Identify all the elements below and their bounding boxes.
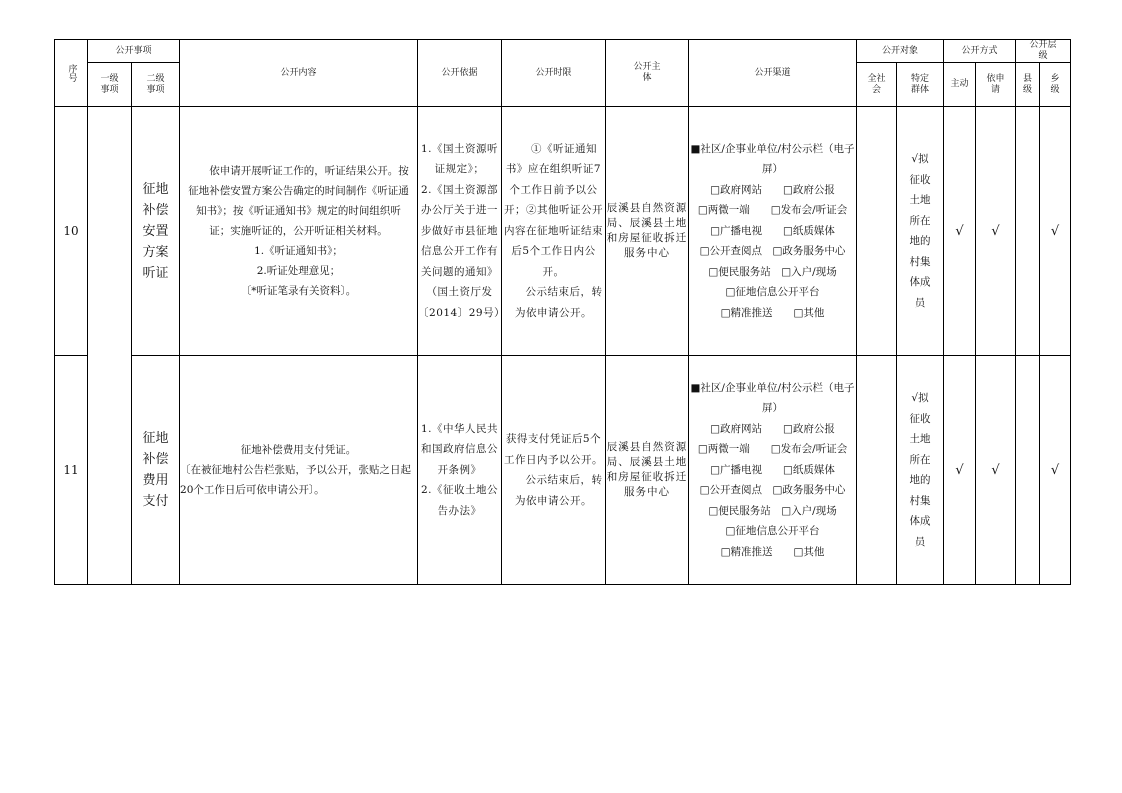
channel-item: □政府网站 □政府公报 xyxy=(710,422,835,435)
channel-item: □政府网站 □政府公报 xyxy=(710,183,835,196)
check-apply: √ xyxy=(976,356,1016,585)
content-cell xyxy=(180,107,418,356)
channel-item: □便民服务站 □入户/现场 xyxy=(708,265,837,278)
level1-cell xyxy=(88,107,132,585)
header-mode: 公开方式 xyxy=(944,40,1016,63)
channel-cell xyxy=(689,356,857,585)
channel-item: □便民服务站 □入户/现场 xyxy=(708,504,837,517)
channel-item: □征地信息公开平台 xyxy=(725,525,820,538)
content-line: 1.《听证通知书》； xyxy=(254,245,343,257)
header-target-all: 全社会 xyxy=(857,63,897,107)
basis-line: 1.《中华人民共和国政府信息公开条例》 xyxy=(421,422,499,476)
table-row xyxy=(55,356,1071,585)
level2-item: 征地补偿费用支付 xyxy=(132,356,180,585)
channel-item: □公开查阅点 □政务服务中心 xyxy=(699,484,846,497)
table-row xyxy=(55,107,1071,356)
basis-cell xyxy=(418,356,502,585)
channel-item: □公开查阅点 □政务服务中心 xyxy=(699,245,846,258)
check-town: √ xyxy=(1040,356,1071,585)
header-mode-active: 主动 xyxy=(944,63,976,107)
header-time-limit: 公开时限 xyxy=(502,40,606,107)
basis-line: 2.《国土资源部办公厅关于进一步做好市县征地信息公开工作有关问题的通知》（国土资厅发〔2014〕29号） xyxy=(418,183,506,319)
channel-item: □广播电视 □纸质媒体 xyxy=(710,463,835,476)
channel-item: □精准推送 □其他 xyxy=(720,545,825,558)
disclosure-table xyxy=(54,39,1071,585)
target-specific-cell: √拟征收土地所在地的村集体成员 xyxy=(897,356,944,585)
channel-item: □两微一端 □发布会/听证会 xyxy=(697,204,848,217)
channel-item: □征地信息公开平台 xyxy=(725,286,820,299)
row-number: 10 xyxy=(55,107,88,356)
channel-item: □广播电视 □纸质媒体 xyxy=(710,224,835,237)
target-specific-cell: √拟征收土地所在地的村集体成员 xyxy=(897,107,944,356)
header-content: 公开内容 xyxy=(180,40,418,107)
check-county xyxy=(1016,356,1040,585)
check-county xyxy=(1016,107,1040,356)
content-line: 〔*听证笔录有关资料〕。 xyxy=(240,285,357,297)
content-line: 〔在被征地村公告栏张贴，予以公开，张贴之日起20个工作日后可依申请公开〕。 xyxy=(180,464,412,496)
header-level1: 一级事项 xyxy=(88,63,132,107)
header-tier-county: 县级 xyxy=(1016,63,1040,107)
header-basis: 公开依据 xyxy=(418,40,502,107)
header-target: 公开对象 xyxy=(857,40,944,63)
time-line: 公示结束后，转为依申请公开。 xyxy=(515,474,603,507)
level2-item: 征地补偿安置方案听证 xyxy=(132,107,180,356)
header-seq: 序号 xyxy=(55,40,88,107)
subject-cell: 辰溪县自然资源局、辰溪县土地和房屋征收拆迁服务中心 xyxy=(606,107,689,356)
header-tier: 公开层级 xyxy=(1016,40,1071,63)
time-limit-cell xyxy=(502,107,606,356)
channel-item: ■社区/企事业单位/村公示栏（电子屏） xyxy=(690,381,855,415)
channel-item: □精准推送 □其他 xyxy=(720,306,825,319)
row-number: 11 xyxy=(55,356,88,585)
header-subject: 公开主体 xyxy=(606,40,689,107)
header-matter: 公开事项 xyxy=(88,40,180,63)
header-tier-town: 乡级 xyxy=(1040,63,1071,107)
content-line: 2.听证处理意见； xyxy=(256,265,341,277)
header-channel: 公开渠道 xyxy=(689,40,857,107)
content-cell xyxy=(180,356,418,585)
time-line: 获得支付凭证后5个工作日内予以公开。 xyxy=(504,433,604,466)
channel-item: □两微一端 □发布会/听证会 xyxy=(697,443,848,456)
subject-cell: 辰溪县自然资源局、辰溪县土地和房屋征收拆迁服务中心 xyxy=(606,356,689,585)
target-all-cell xyxy=(857,356,897,585)
check-town: √ xyxy=(1040,107,1071,356)
header-mode-apply: 依申请 xyxy=(976,63,1016,107)
content-line: 依申请开展听证工作的，听证结果公开。按征地补偿安置方案公告确定的时间制作《听证通知书》；按《听证通知书》规定的时间组织听证；实施听证的，公开听证相关材料。 xyxy=(188,165,409,237)
check-apply: √ xyxy=(976,107,1016,356)
header-level2: 二级事项 xyxy=(132,63,180,107)
time-limit-cell xyxy=(502,356,606,585)
header-target-specific: 特定群体 xyxy=(897,63,944,107)
check-active: √ xyxy=(944,107,976,356)
channel-cell xyxy=(689,107,857,356)
basis-line: 2.《征收土地公告办法》 xyxy=(421,484,499,517)
check-active: √ xyxy=(944,356,976,585)
content-line: 征地补偿费用支付凭证。 xyxy=(240,444,357,456)
target-all-cell xyxy=(857,107,897,356)
time-line: 公示结束后，转为依申请公开。 xyxy=(515,286,603,319)
time-line: ①《听证通知书》应在组织听证7个工作日前予以公开；②其他听证公开内容在征地听证结束后5个工作日内公开。 xyxy=(504,142,604,278)
basis-cell xyxy=(418,107,506,356)
basis-line: 1.《国土资源听证规定》； xyxy=(421,142,499,176)
channel-item: ■社区/企事业单位/村公示栏（电子屏） xyxy=(690,142,855,176)
